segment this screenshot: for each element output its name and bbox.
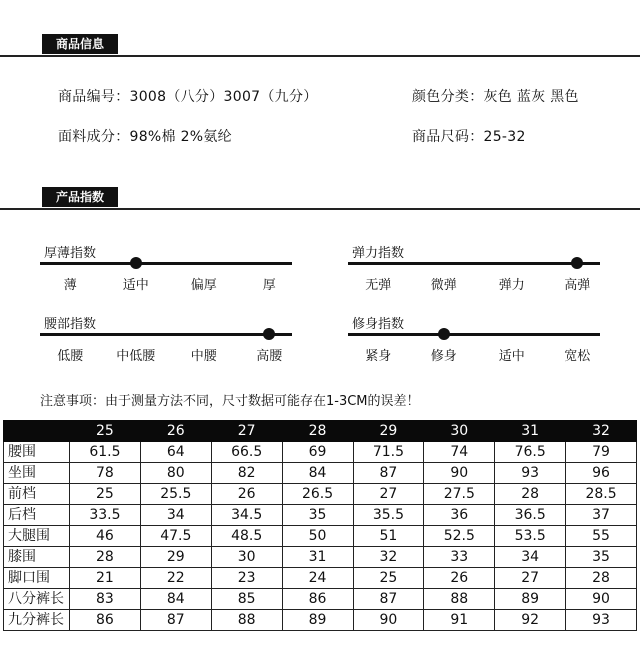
size-header-cell: 28 [282, 421, 353, 442]
table-cell: 48.5 [211, 526, 282, 547]
table-cell: 27 [495, 568, 566, 589]
scale-bar [40, 333, 292, 336]
table-cell: 37 [566, 505, 637, 526]
table-cell: 27.5 [424, 484, 495, 505]
scale-label: 中低腰 [116, 349, 156, 364]
table-row [4, 547, 637, 568]
scale-label: 弹力 [498, 278, 525, 293]
size-header-cell: 25 [70, 421, 141, 442]
table-cell: 21 [70, 568, 141, 589]
table-cell: 32 [353, 547, 424, 568]
table-cell: 26 [424, 568, 495, 589]
table-cell: 90 [353, 610, 424, 631]
row-label: 八分裤长 [4, 589, 70, 610]
table-cell: 84 [140, 589, 211, 610]
row-label: 膝围 [4, 547, 70, 568]
row-label: 脚口围 [4, 568, 70, 589]
section-title: 商品信息 [42, 34, 118, 54]
scale-label: 高腰 [256, 349, 283, 364]
table-row [4, 589, 637, 610]
table-cell: 25 [70, 484, 141, 505]
table-cell: 26 [211, 484, 282, 505]
table-cell: 23 [211, 568, 282, 589]
table-cell: 80 [140, 463, 211, 484]
scale-indicator [263, 328, 275, 340]
table-cell: 90 [424, 463, 495, 484]
table-cell: 86 [282, 589, 353, 610]
table-cell: 88 [211, 610, 282, 631]
scale-title: 弹力指数 [352, 246, 405, 261]
table-cell: 31 [282, 547, 353, 568]
table-cell: 35 [282, 505, 353, 526]
table-cell: 25 [353, 568, 424, 589]
table-row [4, 463, 637, 484]
table-cell: 28 [495, 484, 566, 505]
table-cell: 89 [282, 610, 353, 631]
table-cell: 66.5 [211, 442, 282, 463]
table-row [4, 442, 637, 463]
table-cell: 55 [566, 526, 637, 547]
scale-bar [40, 262, 292, 265]
scale-label: 修身 [430, 349, 457, 364]
row-label: 腰围 [4, 442, 70, 463]
table-cell: 36.5 [495, 505, 566, 526]
table-cell: 26.5 [282, 484, 353, 505]
table-cell: 30 [211, 547, 282, 568]
row-label: 大腿围 [4, 526, 70, 547]
row-label: 前档 [4, 484, 70, 505]
table-row [4, 568, 637, 589]
table-cell: 91 [424, 610, 495, 631]
table-cell: 28 [70, 547, 141, 568]
size-header-cell: 27 [211, 421, 282, 442]
scale-label: 高弹 [564, 278, 591, 293]
row-label: 坐围 [4, 463, 70, 484]
scale-bar [348, 262, 600, 265]
scale-title: 厚薄指数 [44, 246, 97, 261]
table-cell: 34.5 [211, 505, 282, 526]
table-cell: 96 [566, 463, 637, 484]
table-cell: 87 [353, 589, 424, 610]
table-row [4, 484, 637, 505]
scale-label: 低腰 [57, 349, 84, 364]
size-header-cell: 32 [566, 421, 637, 442]
table-row [4, 526, 637, 547]
table-cell: 61.5 [70, 442, 141, 463]
table-cell: 83 [70, 589, 141, 610]
scale-indicator [130, 257, 142, 269]
table-cell: 34 [495, 547, 566, 568]
scale-label: 微弹 [430, 278, 457, 293]
product-code: 商品编号：3008（八分）3007（九分） [58, 89, 318, 105]
size-header-cell: 30 [424, 421, 495, 442]
table-cell: 76.5 [495, 442, 566, 463]
scale-label: 宽松 [564, 349, 591, 364]
scale-label: 偏厚 [190, 278, 217, 293]
table-cell: 33 [424, 547, 495, 568]
size-header-cell: 31 [495, 421, 566, 442]
table-cell: 29 [140, 547, 211, 568]
table-cell: 28.5 [566, 484, 637, 505]
table-cell: 69 [282, 442, 353, 463]
scale-label: 厚 [262, 278, 276, 293]
table-cell: 24 [282, 568, 353, 589]
scale-label: 薄 [63, 278, 77, 293]
divider [0, 208, 640, 210]
table-cell: 74 [424, 442, 495, 463]
table-cell: 33.5 [70, 505, 141, 526]
table-cell: 52.5 [424, 526, 495, 547]
table-cell: 51 [353, 526, 424, 547]
table-cell: 27 [353, 484, 424, 505]
scale-label: 无弹 [365, 278, 392, 293]
table-cell: 82 [211, 463, 282, 484]
table-cell: 86 [70, 610, 141, 631]
table-cell: 22 [140, 568, 211, 589]
table-cell: 92 [495, 610, 566, 631]
table-cell: 46 [70, 526, 141, 547]
row-label: 后档 [4, 505, 70, 526]
table-cell: 35.5 [353, 505, 424, 526]
table-cell: 84 [282, 463, 353, 484]
table-row [4, 610, 637, 631]
table-cell: 47.5 [140, 526, 211, 547]
divider [0, 55, 640, 57]
scale-indicator [571, 257, 583, 269]
table-cell: 79 [566, 442, 637, 463]
scale-bar [348, 333, 600, 336]
table-cell: 93 [566, 610, 637, 631]
table-cell: 93 [495, 463, 566, 484]
table-cell: 88 [424, 589, 495, 610]
scale-title: 修身指数 [352, 317, 405, 332]
size-range: 商品尺码：25-32 [412, 129, 526, 145]
scale-label: 适中 [498, 349, 525, 364]
table-cell: 34 [140, 505, 211, 526]
row-label: 九分裤长 [4, 610, 70, 631]
size-header-cell: 26 [140, 421, 211, 442]
table-cell: 89 [495, 589, 566, 610]
table-row [4, 505, 637, 526]
table-cell: 87 [140, 610, 211, 631]
scale-title: 腰部指数 [44, 317, 97, 332]
section-title: 产品指数 [42, 187, 118, 207]
table-cell: 90 [566, 589, 637, 610]
section-header-product-index [0, 187, 640, 207]
table-cell: 25.5 [140, 484, 211, 505]
measurement-note: 注意事项：由于测量方法不同，尺寸数据可能存在1-3CM的误差！ [40, 394, 420, 409]
table-cell: 87 [353, 463, 424, 484]
table-cell: 36 [424, 505, 495, 526]
table-cell: 85 [211, 589, 282, 610]
table-cell: 28 [566, 568, 637, 589]
scale-indicator [438, 328, 450, 340]
color-options: 颜色分类：灰色 蓝灰 黑色 [412, 89, 579, 105]
size-header-cell: 29 [353, 421, 424, 442]
scale-label: 中腰 [190, 349, 217, 364]
material: 面料成分：98%棉 2%氨纶 [58, 129, 232, 145]
size-header-row [4, 421, 637, 442]
size-table [3, 420, 637, 631]
table-cell: 50 [282, 526, 353, 547]
table-cell: 78 [70, 463, 141, 484]
scale-label: 适中 [122, 278, 149, 293]
scale-label: 紧身 [365, 349, 392, 364]
table-cell: 53.5 [495, 526, 566, 547]
table-cell: 35 [566, 547, 637, 568]
table-cell: 64 [140, 442, 211, 463]
header-corner [4, 421, 70, 442]
table-cell: 71.5 [353, 442, 424, 463]
section-header-product-info [0, 34, 640, 54]
